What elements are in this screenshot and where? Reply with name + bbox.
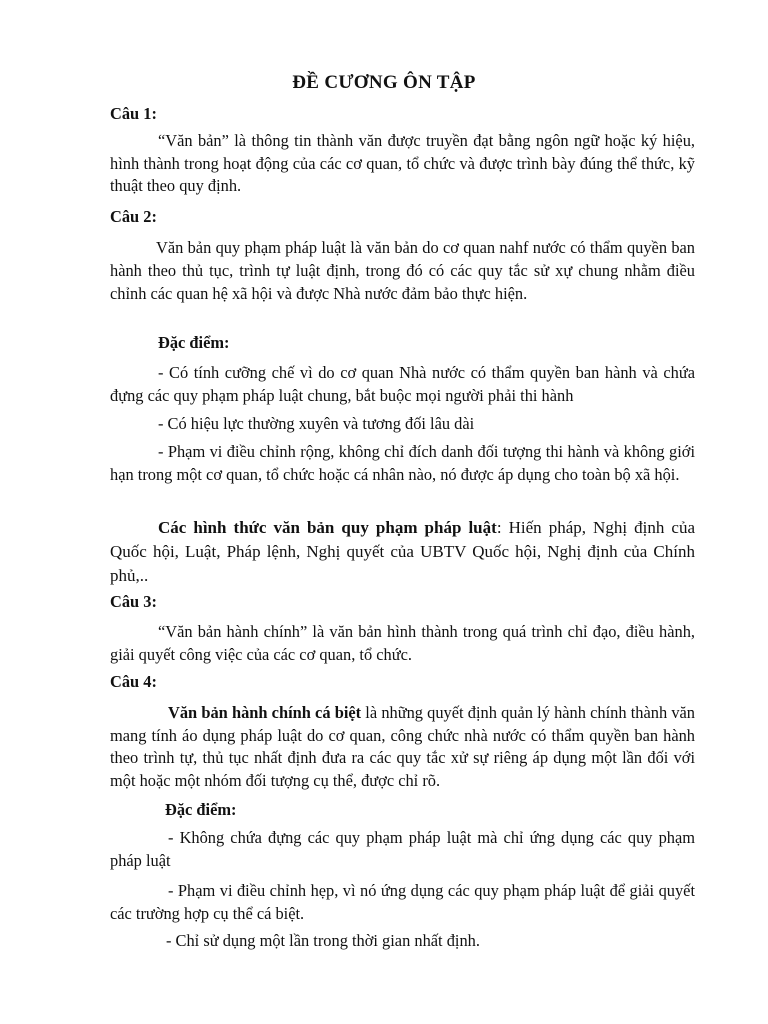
question-2-feature-2: - Có hiệu lực thường xuyên và tương đối lâu dài [158, 414, 475, 433]
question-3-text: “Văn bản hành chính” là văn bản hình thành trong quá trình chỉ đạo, điều hành, giải quyết công việc của các cơ quan, tổ chức. [110, 622, 695, 664]
question-2-forms [110, 516, 695, 588]
question-1-text: “Văn bản” là thông tin thành văn được truyền đạt bằng ngôn ngữ hoặc ký hiệu, hình thành trong hoạt động của các cơ quan, tổ chức và được trình bày đúng thể thức, kỹ thuật theo quy định. [110, 131, 695, 195]
question-4-feature-2: - Phạm vi điều chỉnh hẹp, vì nó ứng dụng các quy phạm pháp luật để giải quyết các trường hợp cụ thể cá biệt. [110, 881, 695, 923]
question-4-definition [110, 702, 695, 792]
question-2-features-heading: Đặc điểm: [158, 333, 230, 352]
question-4-feature-3: - Chỉ sử dụng một lần trong thời gian nhất định. [166, 931, 480, 950]
question-1-heading: Câu 1: [110, 104, 157, 123]
question-2-heading: Câu 2: [110, 207, 157, 226]
question-2-forms-text: : Hiến pháp, Nghị định của Quốc hội, Luật, Pháp lệnh, Nghị quyết của UBTV Quốc hội, Nghị định của Chính phủ,.. [110, 518, 695, 585]
question-2-feature-3: - Phạm vi điều chỉnh rộng, không chỉ đích danh đối tượng thi hành và không giới hạn trong một cơ quan, tổ chức hoặc cá nhân nào, nó được áp dụng cho toàn bộ xã hội. [110, 442, 695, 484]
document-title: ĐỀ CƯƠNG ÔN TẬP [292, 72, 476, 93]
question-4-heading: Câu 4: [110, 672, 157, 691]
question-3-heading: Câu 3: [110, 592, 157, 611]
question-4-features-heading: Đặc điểm: [165, 800, 237, 819]
question-2-text: Văn bản quy phạm pháp luật là văn bản do cơ quan nahf nước có thẩm quyền ban hành theo thủ tục, trình tự luật định, trong đó có các quy tắc sử xự chung nhằm điều chỉnh các quan hệ xã hội và được Nhà nước đảm bảo thực hiện. [110, 238, 695, 303]
question-4-definition-text: là những quyết định quản lý hành chính thành văn mang tính áo dụng pháp luật do cơ quan, công chức nhà nước có thẩm quyền ban hành theo trình tự, thủ tục nhất định đưa ra các quy tắc xử sự riêng áp dụng một lần đối với một hoặc một nhóm đối tượng cụ thể, được chỉ rõ. [110, 703, 695, 790]
question-2-feature-1: - Có tính cưỡng chế vì do cơ quan Nhà nước có thẩm quyền ban hành và chứa đựng các quy phạm pháp luật chung, bắt buộc mọi người phải thi hành [110, 363, 695, 405]
question-2-forms-label: Các hình thức văn bản quy phạm pháp luật [158, 518, 497, 537]
question-4-definition-label: Văn bản hành chính cá biệt [168, 703, 362, 722]
question-4-feature-1: - Không chứa đựng các quy phạm pháp luật mà chỉ ứng dụng các quy phạm pháp luật [110, 828, 695, 870]
